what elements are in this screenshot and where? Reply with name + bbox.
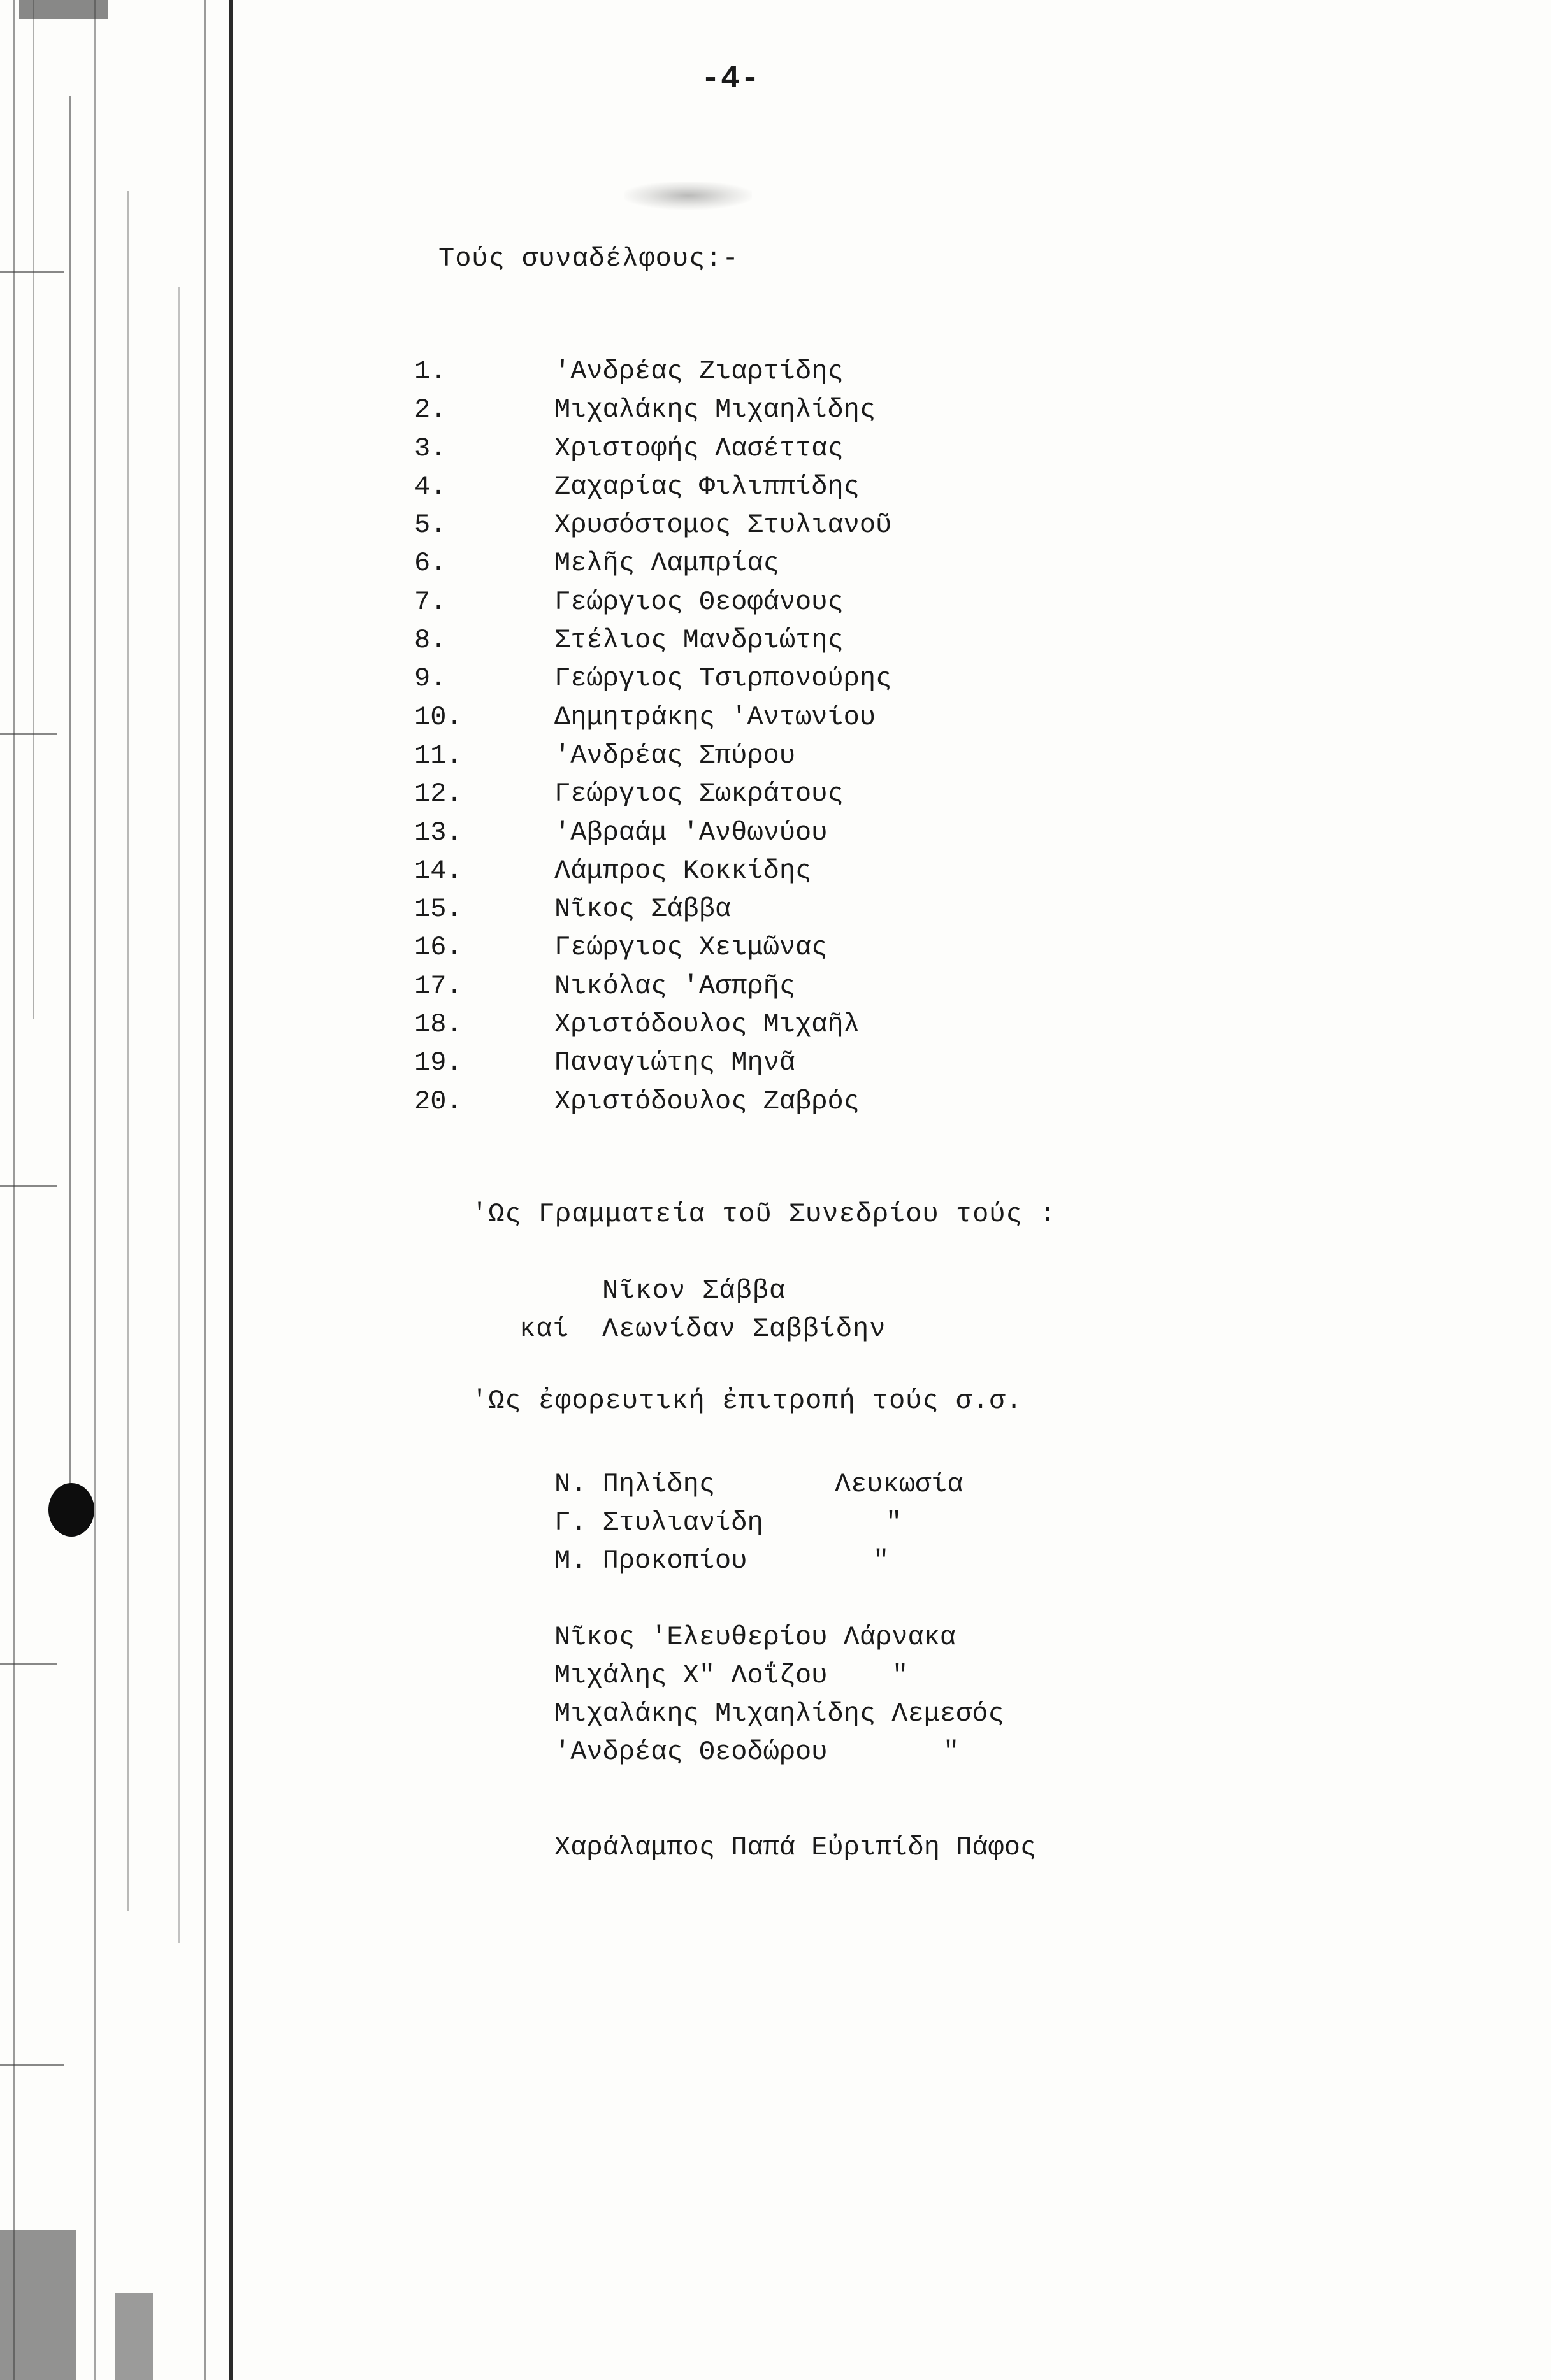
list-item xyxy=(414,1005,891,1043)
committee-member-name: Ν. Πηλίδης xyxy=(554,1469,716,1500)
list-item xyxy=(414,736,891,775)
committee-member-name: 'Ανδρέας Θεοδώρου xyxy=(554,1737,828,1767)
list-item-number: 8. xyxy=(414,625,447,656)
scan-mark xyxy=(0,2064,64,2066)
list-item-number: 19. xyxy=(414,1047,463,1079)
scan-line xyxy=(13,0,15,2380)
secretariat-name-1: Νῖκον Σάββα xyxy=(602,1275,786,1306)
committee-member-city: Λευκωσία xyxy=(835,1469,963,1500)
list-item-name: Στέλιος Μανδριώτης xyxy=(554,625,844,656)
list-item-name: Δημητράκης 'Αντωνίου xyxy=(554,701,876,733)
committee-member-name: Μιχαλάκης Μιχαηλίδης Λεμεσός xyxy=(554,1698,1004,1729)
list-item-number: 17. xyxy=(414,970,463,1001)
list-item-name: Χρυσόστομος Στυλιανοῦ xyxy=(554,510,892,541)
list-item xyxy=(414,775,891,813)
list-item-number: 16. xyxy=(414,932,463,963)
scan-line xyxy=(33,0,34,1019)
list-item-name: Παναγιώτης Μηνᾶ xyxy=(554,1047,796,1079)
member-list xyxy=(414,352,891,1121)
scan-line xyxy=(178,287,180,1943)
scan-mark xyxy=(0,271,64,273)
secretariat-name-2: Λεωνίδαν Σαββίδην xyxy=(602,1314,886,1344)
committee-member-name: Μιχάλης Χ" Λοΐζου xyxy=(554,1660,828,1691)
committee-member-name: Μ. Προκοπίου xyxy=(554,1545,747,1576)
scan-mark xyxy=(0,733,57,735)
list-item-name: Χριστοφής Λασέττας xyxy=(554,433,844,464)
list-item-name: 'Αβραάμ 'Ανθωνύου xyxy=(554,817,828,848)
ink-smudge xyxy=(624,182,752,210)
secretariat-conjunction: καί xyxy=(519,1314,570,1344)
scan-smear xyxy=(115,2293,153,2380)
scan-line xyxy=(69,96,71,1497)
committee-member-name: Γ. Στυλιανίδη xyxy=(554,1507,763,1538)
list-item-number: 14. xyxy=(414,855,463,886)
list-item-name: 'Ανδρέας Σπύρου xyxy=(554,740,796,771)
list-item xyxy=(414,352,891,391)
list-item xyxy=(414,659,891,698)
list-item xyxy=(414,506,891,544)
list-item xyxy=(414,967,891,1005)
binding-edge-line xyxy=(229,0,233,2380)
committee-member-city: " xyxy=(873,1545,890,1576)
list-item-name: Γεώργιος Τσιρπονούρης xyxy=(554,663,892,694)
list-item xyxy=(554,1695,1192,1733)
list-item-number: 9. xyxy=(414,663,447,694)
list-item-name: Γεώργιος Χειμῶνας xyxy=(554,932,828,963)
list-item xyxy=(414,852,891,890)
punch-hole xyxy=(48,1483,94,1537)
list-item xyxy=(554,1465,1192,1503)
committee-member-city: " xyxy=(892,1660,909,1691)
list-item xyxy=(414,468,891,506)
list-item xyxy=(414,698,891,736)
committee-member-name: Νῖκος 'Ελευθερίου Λάρνακα xyxy=(554,1622,956,1652)
scan-line xyxy=(127,191,129,1911)
list-item xyxy=(414,583,891,621)
list-item xyxy=(414,621,891,659)
list-item xyxy=(554,1503,1192,1542)
list-item-number: 7. xyxy=(414,586,447,617)
committee-member-city: " xyxy=(886,1507,902,1538)
binding-margin xyxy=(0,0,242,2380)
list-item-number: 2. xyxy=(414,394,447,426)
list-item xyxy=(414,928,891,966)
list-item xyxy=(554,1542,1192,1580)
list-item xyxy=(554,1618,1192,1656)
list-item xyxy=(554,1828,1192,1867)
committee-member-city: " xyxy=(943,1737,960,1767)
list-item-name: Νῖκος Σάββα xyxy=(554,894,732,925)
list-item-number: 20. xyxy=(414,1086,463,1117)
scan-smear xyxy=(19,0,108,19)
list-item-number: 1. xyxy=(414,356,447,387)
list-item-number: 13. xyxy=(414,817,463,848)
list-item-name: Γεώργιος Σωκράτους xyxy=(554,778,844,810)
list-item-name: Γεώργιος Θεοφάνους xyxy=(554,586,844,617)
list-item-name: Λάμπρος Κοκκίδης xyxy=(554,855,812,886)
list-item xyxy=(414,814,891,852)
secretariat-heading: 'Ως Γραμματεία τοῦ Συνεδρίου τούς : xyxy=(472,1199,1057,1229)
scan-smear xyxy=(0,2230,76,2380)
scan-mark xyxy=(0,1185,57,1187)
list-item-number: 5. xyxy=(414,510,447,541)
scan-line xyxy=(204,0,206,2380)
list-item xyxy=(554,1733,1192,1771)
list-item xyxy=(414,544,891,582)
list-item-number: 3. xyxy=(414,433,447,464)
committee-heading: 'Ως ἐφορευτική ἐπιτροπή τούς σ.σ. xyxy=(472,1386,1023,1416)
list-item-name: Μελῆς Λαμπρίας xyxy=(554,548,779,579)
list-item-name: Χριστόδουλος Ζαβρός xyxy=(554,1086,860,1117)
list-item xyxy=(414,1043,891,1082)
list-item-number: 6. xyxy=(414,548,447,579)
list-item xyxy=(554,1656,1192,1695)
list-item-number: 15. xyxy=(414,894,463,925)
scan-mark xyxy=(0,1663,57,1665)
list-item xyxy=(414,429,891,468)
list-item-number: 11. xyxy=(414,740,463,771)
salutation-heading: Τούς συναδέλφους:- xyxy=(438,243,739,274)
list-item-number: 12. xyxy=(414,778,463,810)
list-item-name: Χριστόδουλος Μιχαῆλ xyxy=(554,1009,860,1040)
list-item xyxy=(414,391,891,429)
list-item-name: Ζαχαρίας Φιλιππίδης xyxy=(554,471,860,502)
scan-line xyxy=(94,0,96,2380)
list-item-name: 'Ανδρέας Ζιαρτίδης xyxy=(554,356,844,387)
list-item xyxy=(414,890,891,928)
list-item-number: 18. xyxy=(414,1009,463,1040)
list-item-number: 10. xyxy=(414,701,463,733)
list-item-name: Νικόλας 'Ασπρῆς xyxy=(554,970,796,1001)
list-item-name: Μιχαλάκης Μιχαηλίδης xyxy=(554,394,876,426)
list-item xyxy=(414,1082,891,1121)
committee-member-name: Χαράλαμπος Παπά Εὐριπίδη Πάφος xyxy=(554,1832,1037,1863)
page-number: -4- xyxy=(701,61,761,97)
list-item-number: 4. xyxy=(414,471,447,502)
committee-list xyxy=(554,1465,1192,1867)
